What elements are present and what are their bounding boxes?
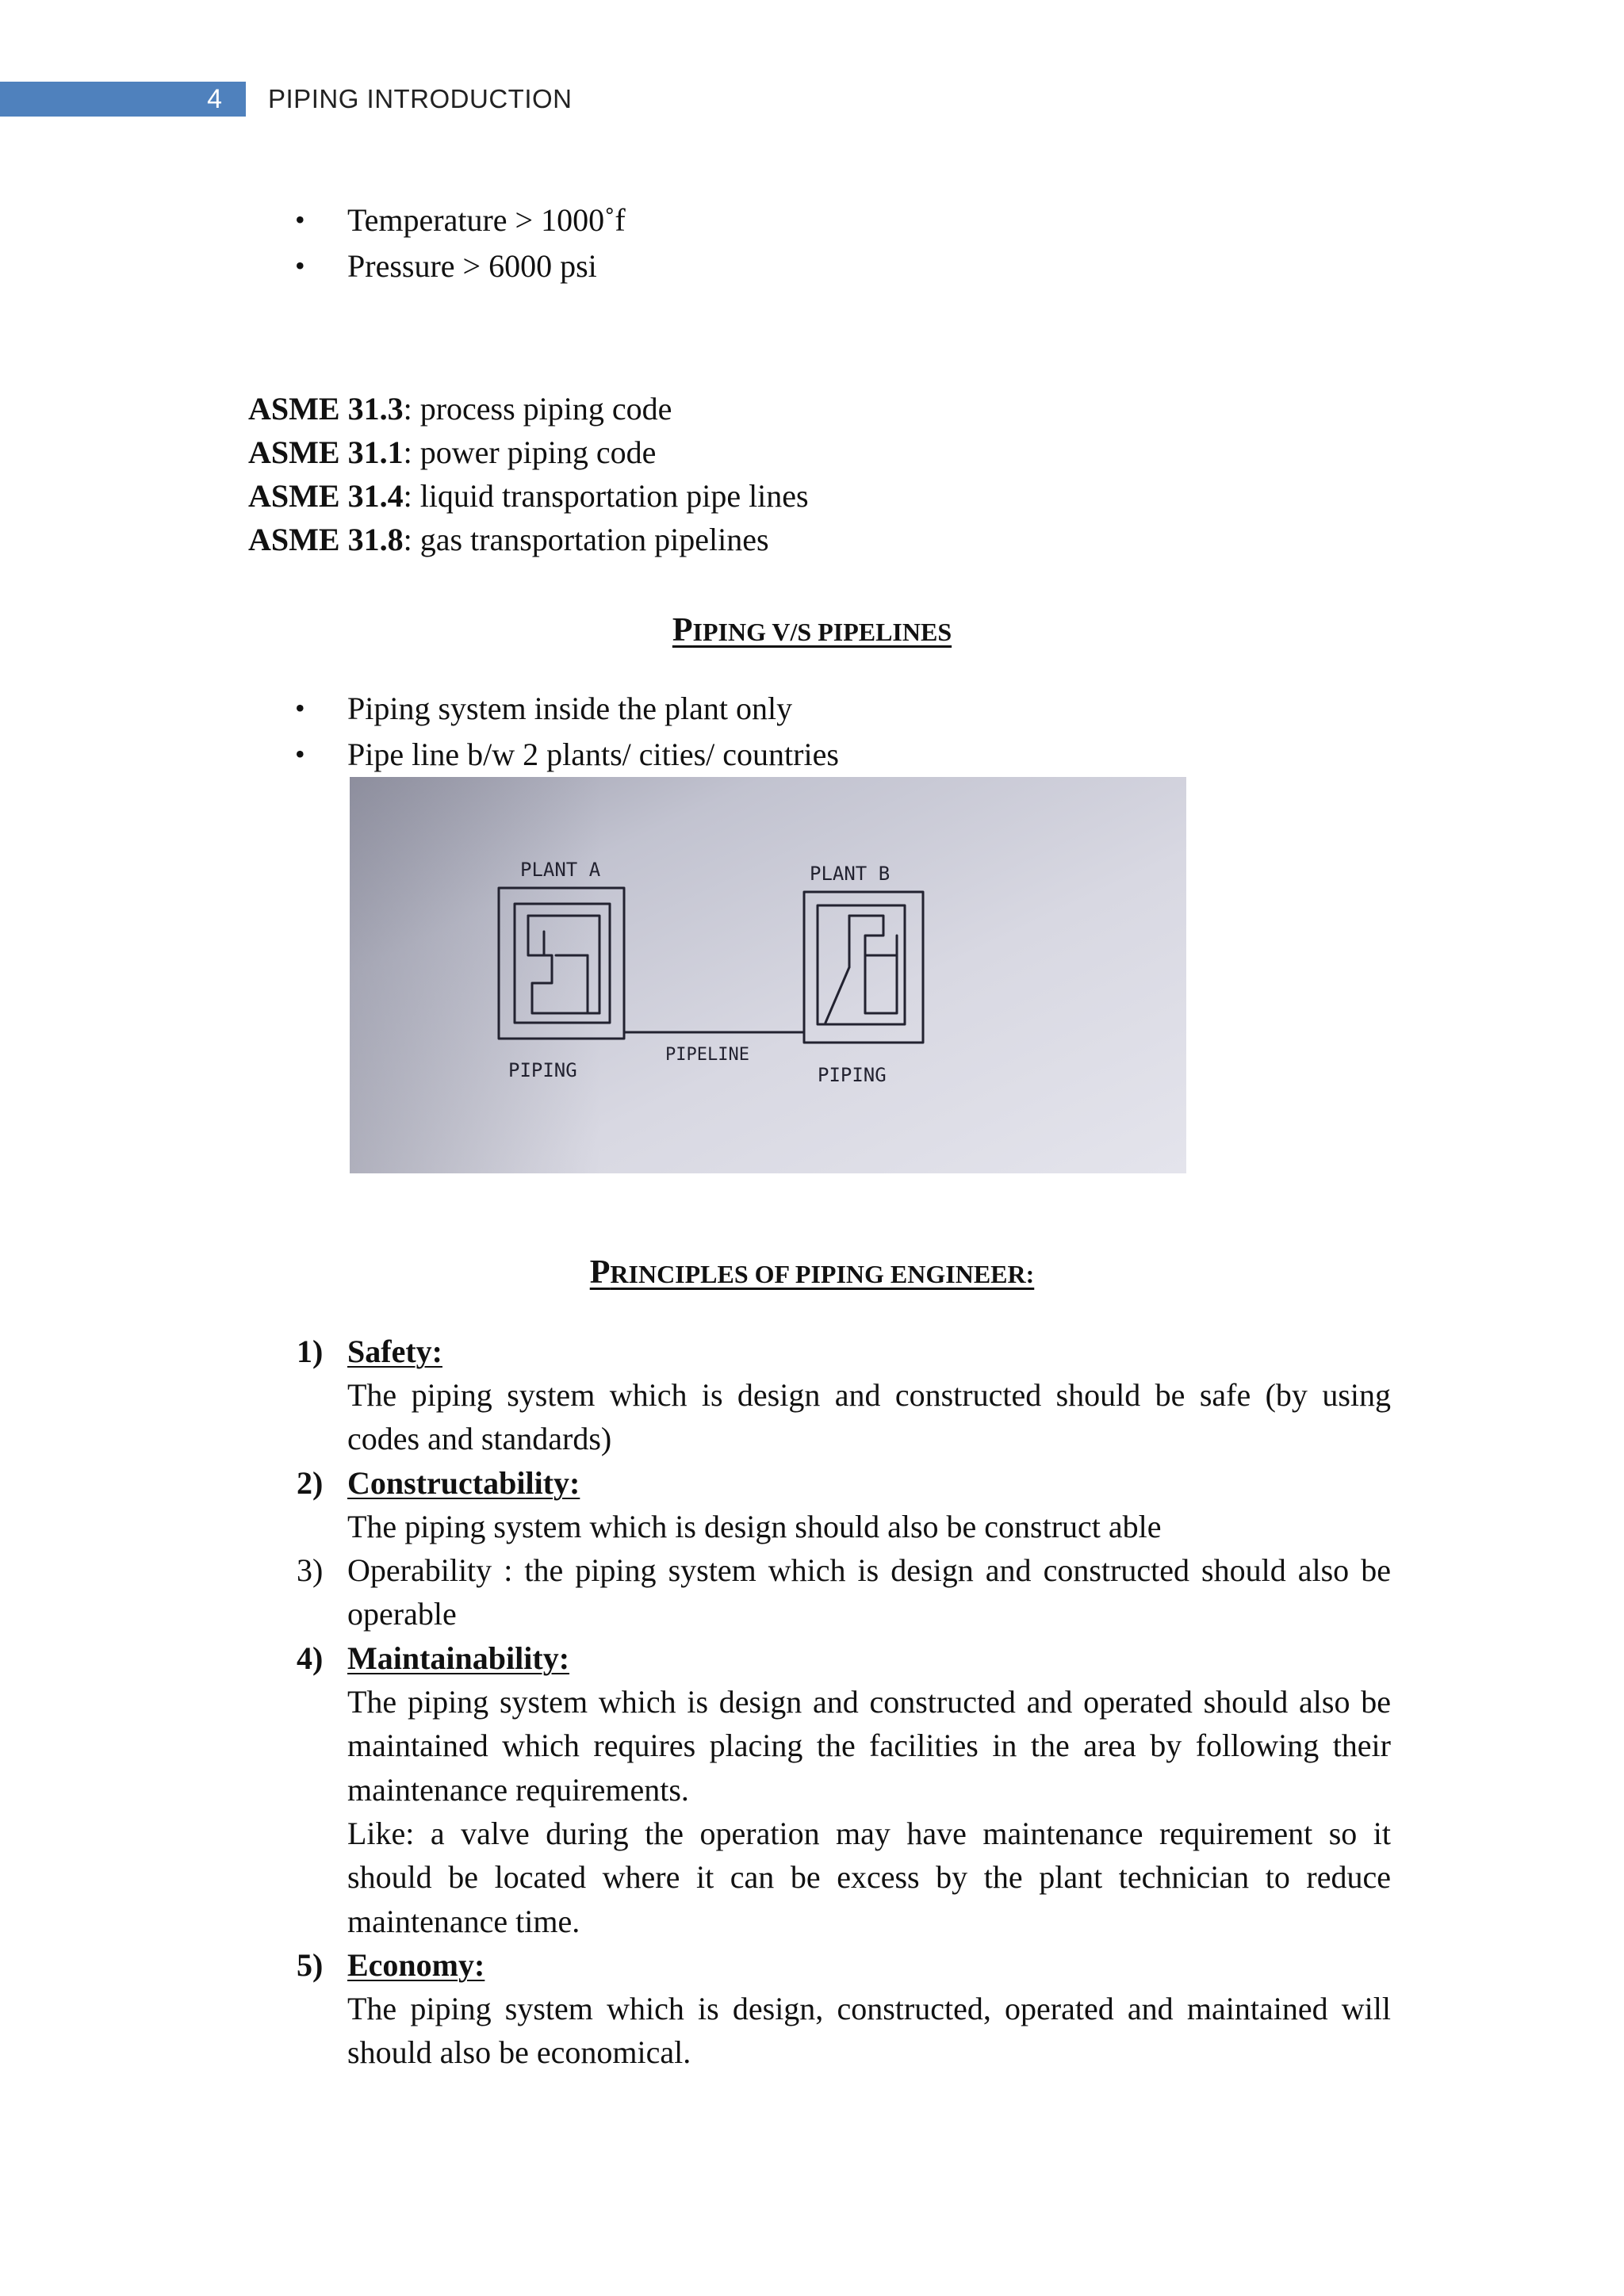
principle-title-constructability: Constructability: — [347, 1465, 580, 1501]
code-line — [248, 518, 769, 561]
label-plant-a: PLANT A — [520, 859, 601, 881]
bullet-icon: • — [295, 692, 305, 724]
limit-temperature: Temperature > 1000˚f — [347, 202, 626, 238]
list-number: 5) — [297, 1947, 324, 1983]
code-desc: : liquid transportation pipe lines — [403, 478, 809, 514]
principle-text-economy: The piping system which is design, constructed, operated and maintained will should also be economical. — [347, 1991, 1391, 2071]
code-desc: : gas transportation pipelines — [403, 522, 769, 557]
code-line — [248, 387, 672, 430]
bullet-piping-system: Piping system inside the plant only — [347, 691, 793, 726]
principle-title-safety: Safety: — [347, 1334, 442, 1369]
label-pipeline: PIPELINE — [665, 1045, 749, 1065]
principle-text-safety: The piping system which is design and constructed should be safe (by using codes and standards) — [347, 1377, 1391, 1457]
principle-text-operability: Operability : the piping system which is design and constructed should also be operable — [347, 1552, 1391, 1632]
code-name: ASME 31.4 — [248, 478, 404, 514]
section-heading-piping-vs-pipelines: PIPING V/S PIPELINES — [672, 612, 952, 649]
bullet-icon: • — [295, 250, 305, 281]
code-name: ASME 31.8 — [248, 522, 404, 557]
label-plant-b: PLANT B — [810, 863, 891, 885]
bullet-icon: • — [295, 738, 305, 770]
code-desc: : process piping code — [403, 391, 672, 427]
principle-title-maintainability: Maintainability: — [347, 1640, 570, 1676]
label-piping-left: PIPING — [508, 1059, 577, 1081]
code-desc: : power piping code — [403, 434, 657, 470]
principle-text-maintainability-example: Like: a valve during the operation may have maintenance requirement so it should be located where it can be excess by the plant technician to reduce maintenance time. — [347, 1816, 1391, 1939]
section-heading-principles: PRINCIPLES OF PIPING ENGINEER: — [589, 1254, 1035, 1291]
bullet-pipe-line: Pipe line b/w 2 plants/ cities/ countries — [347, 737, 839, 772]
bullet-icon: • — [295, 204, 305, 235]
code-name: ASME 31.1 — [248, 434, 404, 470]
header-page-number-bar — [0, 82, 246, 117]
page-number: 4 — [207, 84, 222, 114]
code-name: ASME 31.3 — [248, 391, 404, 427]
principle-text-maintainability: The piping system which is design and constructed and operated should also be maintained which requires placing the facilities in the area by following their maintenance requirements. — [347, 1684, 1391, 1808]
list-number: 2) — [297, 1465, 324, 1501]
code-line — [248, 474, 809, 518]
principle-text-constructability: The piping system which is design should also be construct able — [347, 1509, 1162, 1544]
label-piping-right: PIPING — [818, 1064, 887, 1086]
piping-vs-pipeline-sketch — [350, 777, 1186, 1173]
principle-title-economy: Economy: — [347, 1947, 485, 1983]
code-line — [248, 430, 656, 474]
running-header-title: PIPING INTRODUCTION — [268, 84, 573, 113]
list-number: 1) — [297, 1334, 324, 1369]
list-number: 4) — [297, 1640, 324, 1676]
list-number: 3) — [297, 1552, 324, 1588]
limit-pressure: Pressure > 6000 psi — [347, 248, 597, 284]
